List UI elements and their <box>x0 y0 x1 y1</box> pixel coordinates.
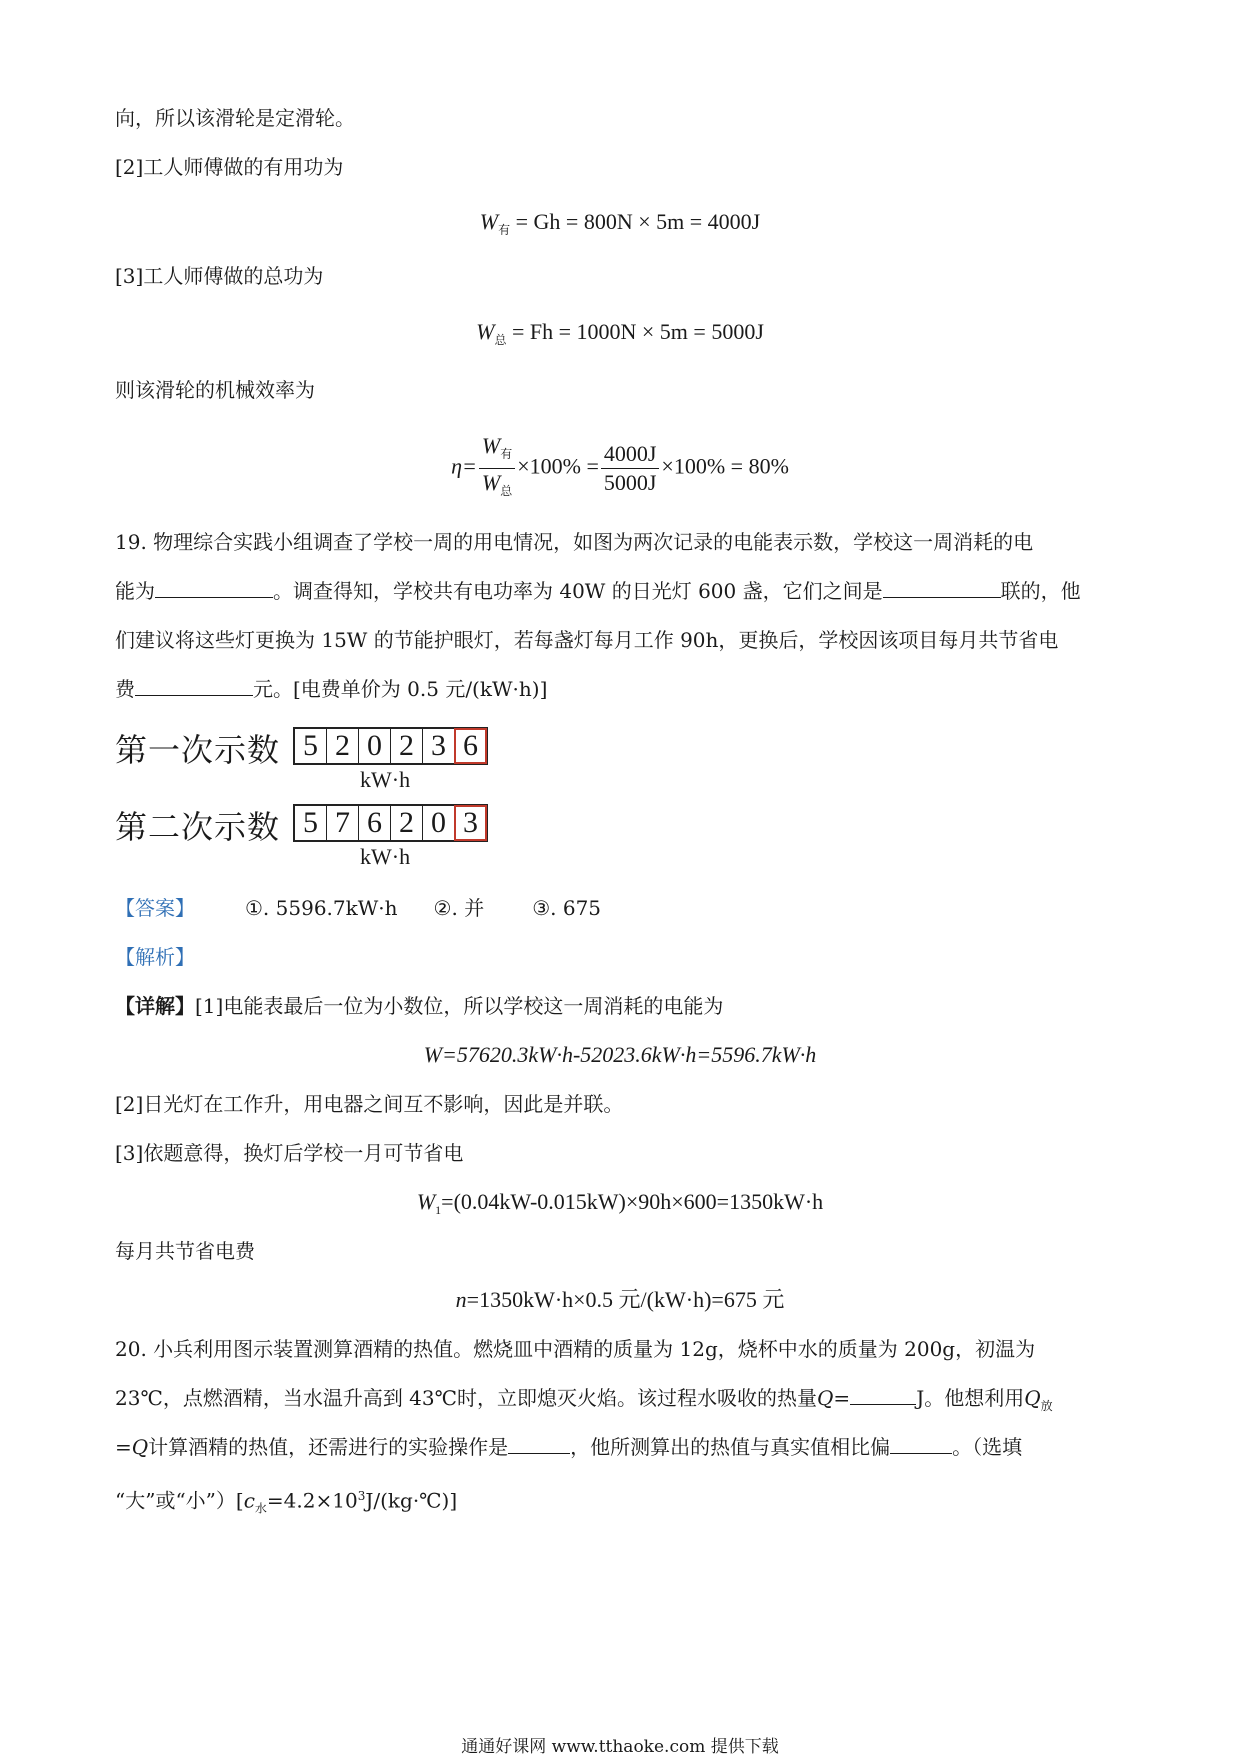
eq-subscript: 有 <box>500 447 513 461</box>
question-19-line: 们建议将这些灯更换为 15W 的节能护眼灯，若每盏灯每月工作 90h，更换后，学校因该项目每月共节省电 <box>115 628 1059 652</box>
eq-denominator: 5000J <box>603 470 657 495</box>
detail-line: [3]依题意得，换灯后学校一月可节省电 <box>115 1141 464 1165</box>
answer-tag: 【答案】 <box>115 896 195 920</box>
text-line: [2]工人师傅做的有用功为 <box>115 155 344 179</box>
text-span: 元。[电费单价为 0.5 元/(kW·h)] <box>253 677 548 701</box>
symbol-q: Q <box>131 1435 149 1459</box>
equation-total-work <box>0 318 1240 354</box>
text-line: [3]工人师傅做的总功为 <box>115 264 324 288</box>
text-span: J。他想利用 <box>916 1386 1025 1410</box>
eq-symbol: W <box>416 1189 436 1214</box>
equation-energy: W=57620.3kW·h-52023.6kW·h=5596.7kW·h <box>423 1042 817 1067</box>
equation-saved-cost <box>0 1286 1240 1314</box>
detail-line <box>115 992 1125 1020</box>
eq-numerator: 4000J <box>601 440 660 469</box>
fraction-w <box>479 432 515 505</box>
meter-digit: 6 <box>359 806 391 840</box>
eq-body: =(0.04kW-0.015kW)×90h×600=1350kW·h <box>441 1189 824 1214</box>
meter-unit: kW·h <box>360 767 411 792</box>
text-span: 23℃，点燃酒精，当水温升高到 43℃时，立即熄灭火焰。该过程水吸收的热量 <box>115 1386 818 1410</box>
eq-eta: η= <box>451 453 477 479</box>
question-19-line: 19. 物理综合实践小组调查了学校一周的用电情况，如图为两次记录的电能表示数，学校这一周消耗的电 <box>115 530 1034 554</box>
superscript: 3 <box>357 1489 366 1503</box>
answer-blank <box>508 1433 570 1454</box>
symbol-q: Q <box>1024 1386 1041 1410</box>
eq-body: = Gh = 800N × 5m = 4000J <box>510 209 761 234</box>
subscript: 水 <box>254 1501 267 1516</box>
meter-decimal-digit: 3 <box>455 806 486 840</box>
meter-unit: kW·h <box>360 844 411 869</box>
eq-body: =1350kW·h×0.5 元/(kW·h)=675 元 <box>466 1287 785 1312</box>
answer-blank <box>890 1433 952 1454</box>
text-span: [1]电能表最后一位为小数位，所以学校这一周消耗的电能为 <box>195 994 724 1018</box>
text-span: ，他所测算出的热值与真实值相比偏 <box>570 1435 891 1459</box>
text-span: 联的，他 <box>1000 579 1081 603</box>
meter-digits <box>293 804 488 842</box>
meter-digit: 0 <box>359 729 391 763</box>
analysis-tag <box>115 943 1125 971</box>
eq-subscript: 有 <box>498 223 511 237</box>
answer-line <box>115 894 1125 922</box>
text-line: 向，所以该滑轮是定滑轮。 <box>115 106 355 130</box>
meter-digit: 2 <box>391 729 423 763</box>
text-span: “大”或“小”）[ <box>115 1488 244 1513</box>
question-20-line <box>115 1384 1125 1420</box>
answer-2: ②. 并 <box>433 896 485 920</box>
equation-saved-energy <box>0 1188 1240 1224</box>
text-span: = <box>833 1386 851 1410</box>
text-span: 能为 <box>115 579 155 603</box>
detail-line: 每月共节省电费 <box>115 1239 255 1263</box>
question-19-line <box>115 577 1125 605</box>
answer-blank <box>883 577 1001 598</box>
meter-digits <box>293 727 488 765</box>
equation-useful-work <box>0 208 1240 244</box>
meter-digit: 0 <box>423 806 455 840</box>
eq-symbol: W <box>479 209 499 234</box>
equation-efficiency <box>0 432 1240 505</box>
answer-blank <box>155 577 273 598</box>
eq-body: = Fh = 1000N × 5m = 5000J <box>506 319 764 344</box>
meter-digit: 7 <box>327 806 359 840</box>
symbol-c: c <box>243 1488 255 1513</box>
eq-subscript: 总 <box>494 333 507 347</box>
meter-digit: 5 <box>295 806 327 840</box>
fraction-values <box>601 440 660 497</box>
subscript: 放 <box>1040 1399 1053 1413</box>
analysis-label: 【解析】 <box>115 945 195 969</box>
text-span: 计算酒精的热值，还需进行的实验操作是 <box>148 1435 509 1459</box>
eq-symbol: n <box>455 1287 467 1312</box>
question-20-line <box>115 1433 1125 1461</box>
detail-tag: 【详解】 <box>115 994 195 1018</box>
question-20-line: 20. 小兵利用图示装置测算酒精的热值。燃烧皿中酒精的质量为 12g，烧杯中水的质量为 200g，初温为 <box>115 1337 1036 1361</box>
detail-line: [2]日光灯在工作升，用电器之间互不影响，因此是并联。 <box>115 1092 624 1116</box>
meter-decimal-digit: 6 <box>455 729 486 763</box>
eq-subscript: 总 <box>500 484 513 498</box>
meter-label: 第一次示数 <box>115 731 281 769</box>
text-span: 费 <box>115 677 135 701</box>
question-19-line <box>115 675 1125 703</box>
meter-label: 第二次示数 <box>115 808 281 846</box>
answer-1: ①. 5596.7kW·h <box>245 896 398 920</box>
meter-digit: 5 <box>295 729 327 763</box>
text-line: 则该滑轮的机械效率为 <box>115 378 315 402</box>
meter-digit: 2 <box>327 729 359 763</box>
meter-digit: 3 <box>423 729 455 763</box>
eq-body: ×100% = <box>517 453 599 479</box>
question-20-line <box>115 1482 1125 1523</box>
eq-body: ×100% = 80% <box>661 453 789 479</box>
text-span: = <box>115 1435 132 1459</box>
text-span: 。调查得知，学校共有电功率为 40W 的日光灯 600 盏，它们之间是 <box>273 579 883 603</box>
text-span: 。（选填 <box>952 1435 1023 1459</box>
text-span: =4.2×10 <box>266 1488 358 1513</box>
eq-subscript: 1 <box>435 1203 442 1217</box>
footer-watermark: 通通好课网 www.tthaoke.com 提供下载 <box>461 1737 779 1757</box>
answer-blank <box>850 1384 916 1405</box>
eq-symbol: W <box>481 433 501 458</box>
eq-symbol: W <box>481 470 501 495</box>
symbol-q: Q <box>817 1386 834 1410</box>
text-span: J/(kg·℃)] <box>365 1488 458 1513</box>
answer-blank <box>135 675 253 696</box>
answer-3: ③. 675 <box>532 896 602 920</box>
meter-digit: 2 <box>391 806 423 840</box>
eq-symbol: W <box>476 319 495 344</box>
